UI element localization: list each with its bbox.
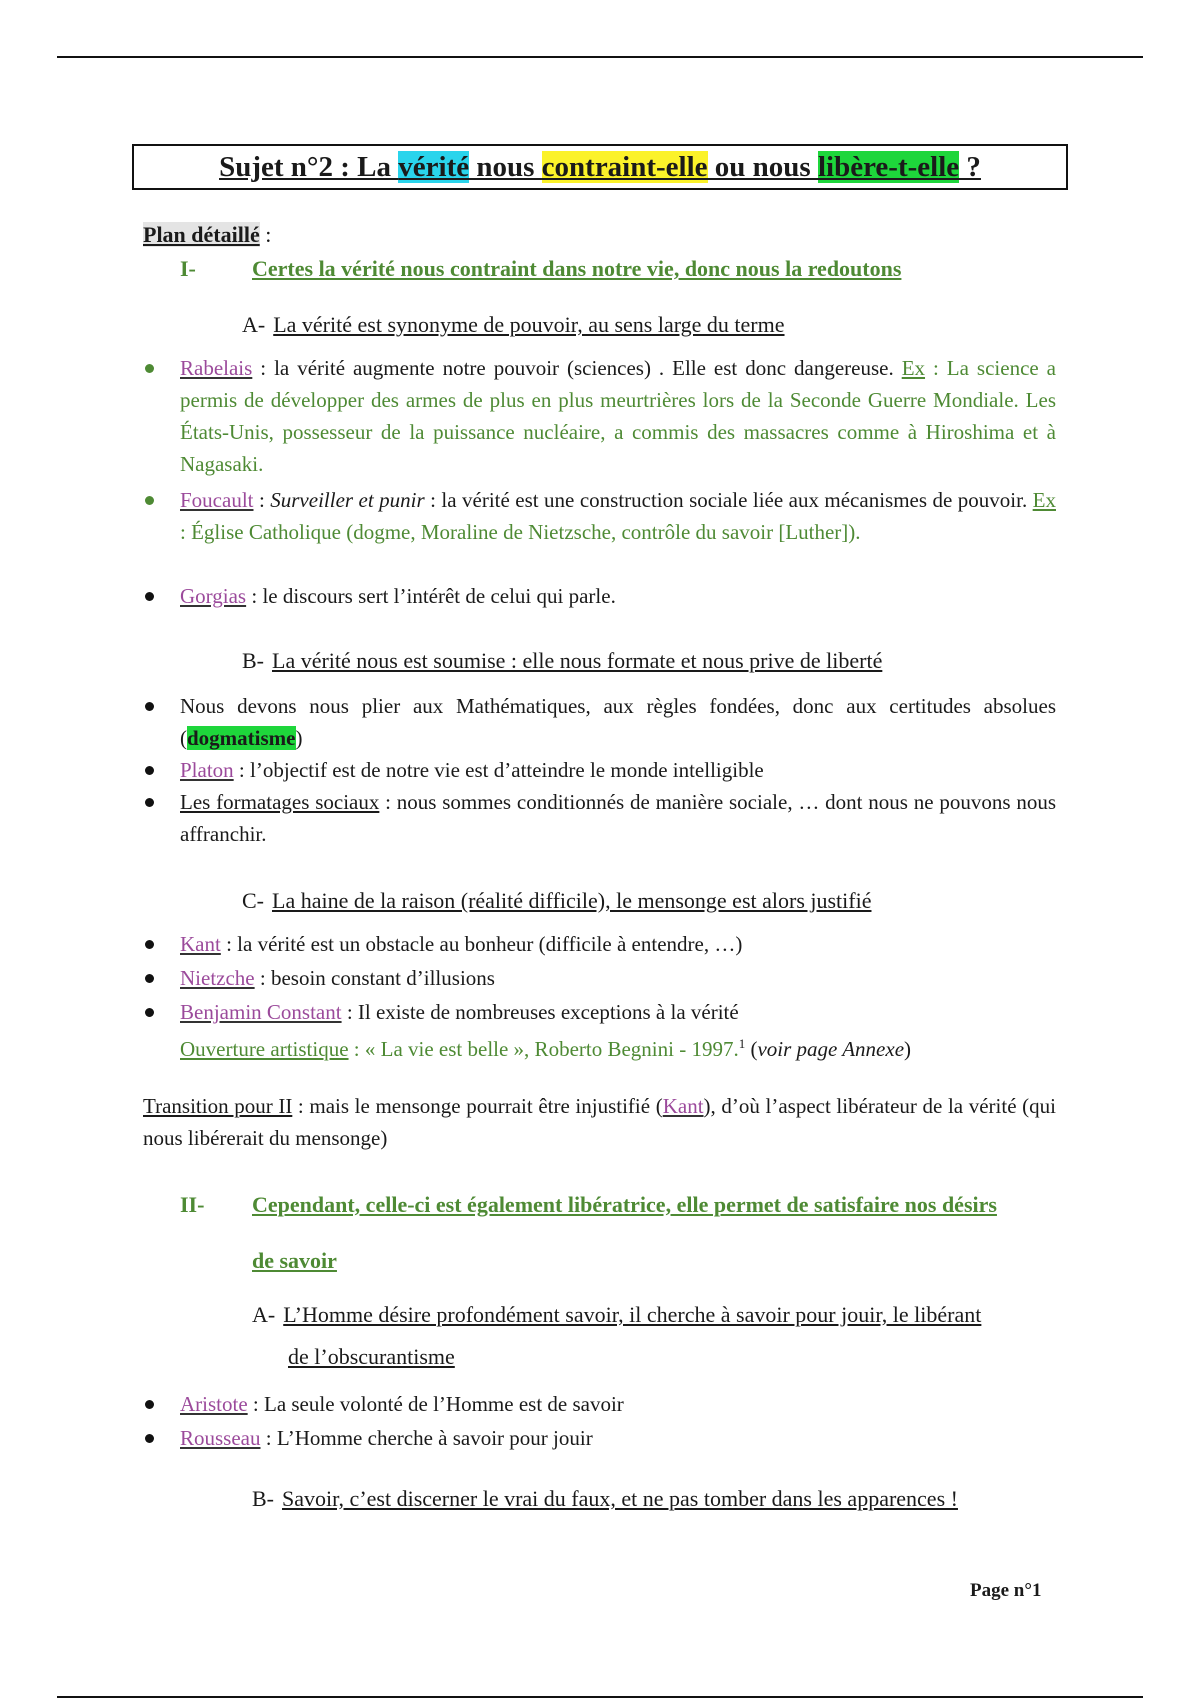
bullet	[145, 940, 154, 949]
plan-heading: Plan détaillé :	[143, 222, 272, 247]
subsection-IIA-heading: A- L’Homme désire profondément savoir, il cherche à savoir pour jouir, le libérant	[252, 1302, 982, 1327]
list-item: Nietzche : besoin constant d’illusions	[180, 966, 495, 990]
list-item: Rousseau : L’Homme cherche à savoir pour jouir	[180, 1426, 593, 1450]
page-number: Page n°1	[970, 1580, 1042, 1601]
subsection-IB-heading: B- La vérité nous est soumise : elle nous formate et nous prive de liberté	[242, 648, 883, 673]
list-item: Aristote : La seule volonté de l’Homme est de savoir	[180, 1392, 624, 1416]
bullet	[145, 1400, 154, 1409]
bullet	[145, 496, 154, 505]
section-II-heading-cont: de savoir	[252, 1248, 337, 1273]
highlight-dogmatisme: dogmatisme	[187, 726, 296, 750]
list-item: Gorgias : le discours sert l’intérêt de celui qui parle.	[180, 584, 616, 608]
subsection-IIB-heading: B- Savoir, c’est discerner le vrai du faux, et ne pas tomber dans les apparences !	[252, 1486, 958, 1511]
list-item: Rabelais : la vérité augmente notre pouvoir (sciences) . Elle est donc dangereuse. Ex : La science a permis de développer des armes de plus en plus meurtrières lors de la Seconde Guerre Mondiale. Les États-Unis, possesseur de la puissance nucléaire, a commis des massacres comme à Hiroshima et à Nagasaki.	[180, 356, 1057, 476]
list-item: Les formatages sociaux : nous sommes conditionnés de manière sociale, … dont nous ne pouvons nous affranchir.	[180, 790, 1056, 846]
list-item: Nous devons nous plier aux Mathématiques, aux règles fondées, donc aux certitudes absolues (dogmatisme)	[180, 694, 1056, 750]
artistic-opening: Ouverture artistique : « La vie est belle », Roberto Begnini - 1997.$^1$ (voir page Annexe)	[180, 1036, 912, 1061]
bullet	[145, 592, 154, 601]
bullet	[145, 974, 154, 983]
subsection-IA-heading: A- La vérité est synonyme de pouvoir, au sens large du terme	[242, 312, 785, 337]
list-item: Platon : l’objectif est de notre vie est d’atteindre le monde intelligible	[180, 758, 764, 782]
list-item: Benjamin Constant : Il existe de nombreuses exceptions à la vérité	[180, 1000, 739, 1024]
bullet	[145, 1008, 154, 1017]
bottom-rule	[57, 1696, 1143, 1698]
bullet	[145, 1434, 154, 1443]
highlight-libere: libère-t-elle	[817, 151, 960, 183]
top-rule	[57, 56, 1143, 58]
highlight-contraint: contraint-elle	[541, 151, 708, 183]
bullet	[145, 798, 154, 807]
page-title: Sujet n°2 : La vérité nous contraint-elle ou nous libère-t-elle ?	[219, 151, 981, 183]
subsection-IIA-heading-cont: de l’obscurantisme	[288, 1344, 455, 1369]
bullet	[145, 702, 154, 711]
list-item: Kant : la vérité est un obstacle au bonheur (difficile à entendre, …)	[180, 932, 743, 956]
bullet	[145, 364, 154, 373]
transition-paragraph: Transition pour II : mais le mensonge pourrait être injustifié (Kant), d’où l’aspect libérateur de la vérité (qui nous libérerait du mensonge)	[143, 1094, 1056, 1150]
bullet	[145, 766, 154, 775]
title-box	[132, 144, 1068, 190]
subsection-IC-heading: C- La haine de la raison (réalité difficile), le mensonge est alors justifié	[242, 888, 872, 913]
list-item: Foucault : Surveiller et punir : la vérité est une construction sociale liée aux mécanismes de pouvoir. Ex : Église Catholique (dogme, Moraline de Nietzsche, contrôle du savoir [Luther]).	[180, 488, 1056, 544]
highlight-verite: vérité	[398, 151, 470, 183]
